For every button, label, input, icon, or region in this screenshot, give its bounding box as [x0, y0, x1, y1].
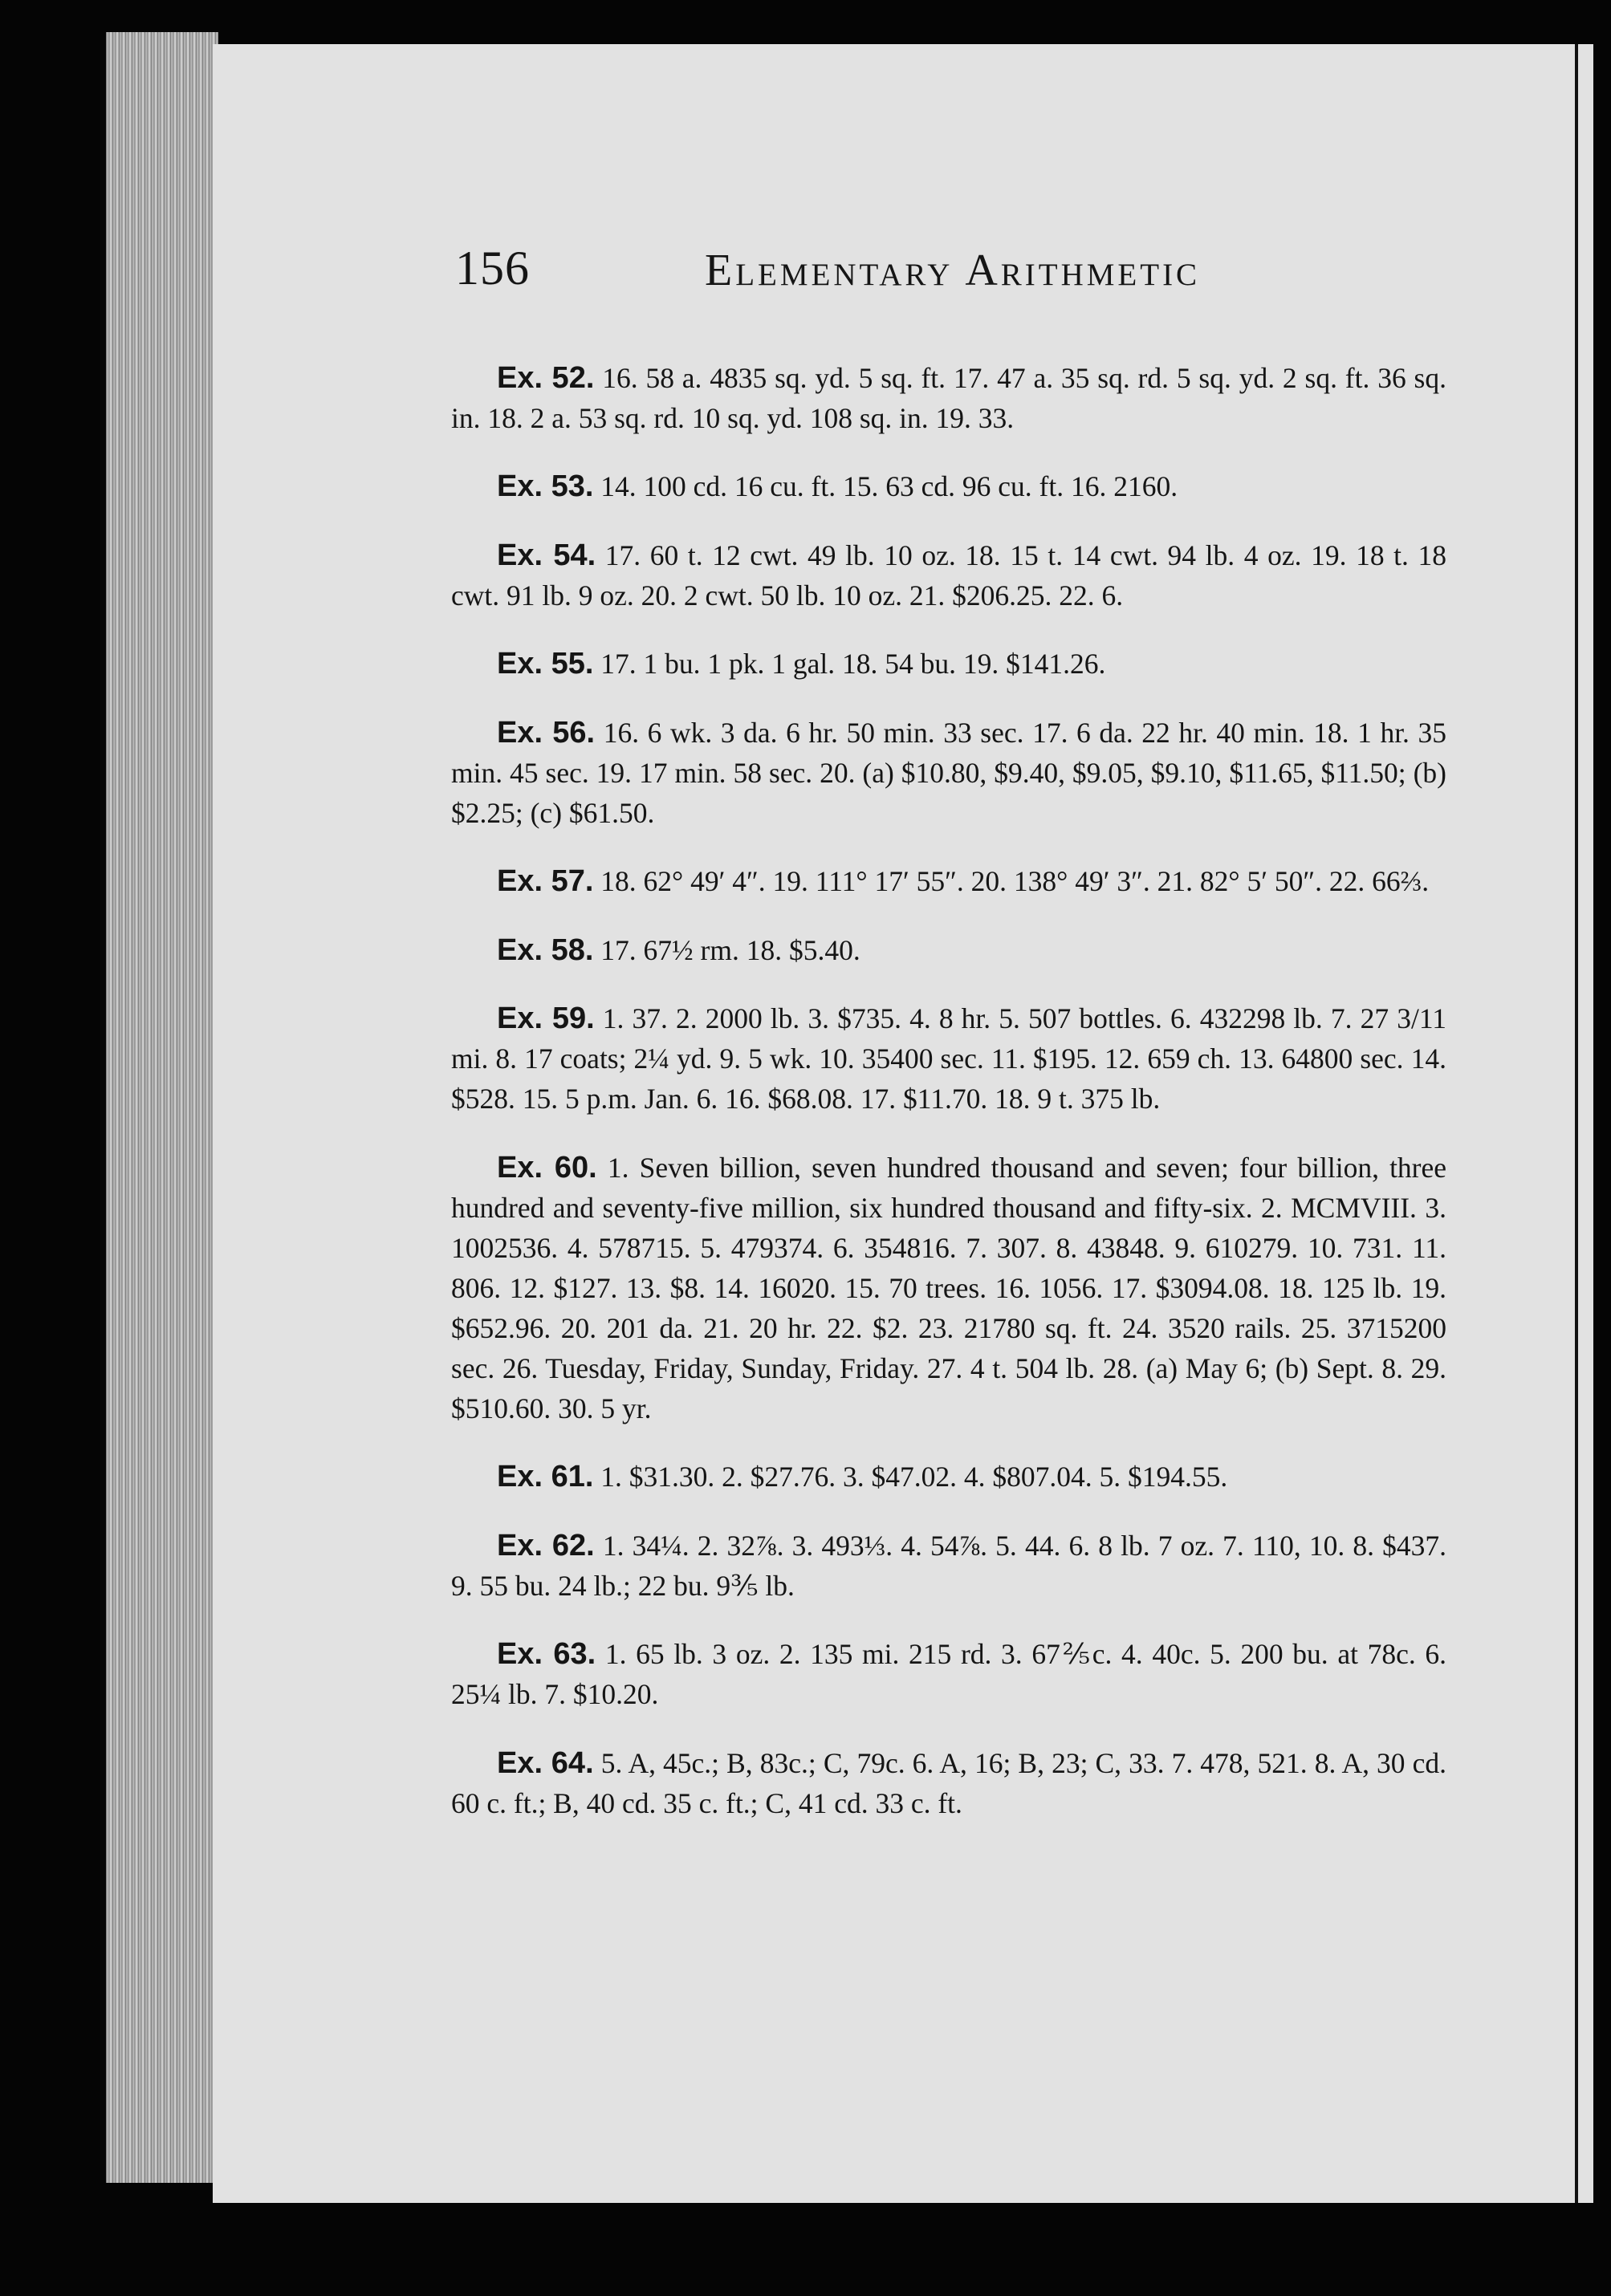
answer-paragraph-ex-53: [451, 466, 1446, 506]
answer-paragraph-ex-55: [451, 644, 1446, 684]
exercise-label: Ex. 56.: [497, 715, 596, 750]
answer-paragraph-ex-63: [451, 1634, 1446, 1714]
answer-paragraph-ex-56: [451, 713, 1446, 833]
page-right-edge: [1575, 44, 1578, 2203]
answer-paragraph-ex-58: [451, 930, 1446, 970]
answer-text: 1. 37. 2. 2000 lb. 3. $735. 4. 8 hr. 5. 507 bottles. 6. 432298 lb. 7. 27 3/11 mi. 8. 17 coats; 2¼ yd. 9. 5 wk. 10. 35400 sec. 11. $195. 12. 659 ch. 13. 64800 sec. 14. $528. 15. 5 p.m. Jan. 6. 16. $68.08. 17. $11.70. 18. 9 t. 375 lb.: [451, 1002, 1447, 1115]
exercise-label: Ex. 52.: [497, 360, 595, 395]
answer-text: 16. 6 wk. 3 da. 6 hr. 50 min. 33 sec. 17. 6 da. 22 hr. 40 min. 18. 1 hr. 35 min. 45 sec. 19. 17 min. 58 sec. 20. (a) $10.80, $9.40, $9.05, $9.10, $11.65, $11.50; (b) $2.25; (c) $61.50.: [451, 716, 1446, 829]
answer-text: 16. 58 a. 4835 sq. yd. 5 sq. ft. 17. 47 a. 35 sq. rd. 5 sq. yd. 2 sq. ft. 36 sq. in. 18. 2 a. 53 sq. rd. 10 sq. yd. 108 sq. in. 19. 33.: [451, 361, 1446, 434]
exercise-label: Ex. 63.: [497, 1637, 596, 1671]
exercise-label: Ex. 64.: [497, 1745, 594, 1780]
answer-paragraph-ex-64: [451, 1743, 1446, 1823]
answer-list: [451, 329, 1446, 1839]
answer-text: 17. 1 bu. 1 pk. 1 gal. 18. 54 bu. 19. $141.26.: [600, 648, 1106, 680]
answer-paragraph-ex-62: [451, 1526, 1446, 1606]
answer-text: 17. 67½ rm. 18. $5.40.: [600, 933, 860, 966]
answer-text: 1. Seven billion, seven hundred thousand and seven; four billion, three hundred and seventy-five million, six hundred thousand and fifty-six. 2. MCMVIII. 3. 1002536. 4. 578715. 5. 479374. 6. 354816. 7. 307. 8. 43848. 9. 610279. 10. 731. 11. 806. 12. $127. 13. $8. 14. 16020. 15. 70 trees. 16. 1056. 17. $3094.08. 18. 125 lb. 19. $652.96. 20. 201 da. 21. 20 hr. 22. $2. 23. 21780 sq. ft. 24. 3520 rails. 25. 3715200 sec. 26. Tuesday, Friday, Sunday, Friday. 27. 4 t. 504 lb. 28. (a) May 6; (b) Sept. 8. 29. $510.60. 30. 5 yr.: [451, 1151, 1447, 1424]
answer-text: 18. 62° 49′ 4″. 19. 111° 17′ 55″. 20. 138° 49′ 3″. 21. 82° 5′ 50″. 22. 66⅔.: [600, 865, 1430, 897]
answer-text: 1. 65 lb. 3 oz. 2. 135 mi. 215 rd. 3. 67⅖c. 4. 40c. 5. 200 bu. at 78c. 6. 25¼ lb. 7. $10.20.: [451, 1638, 1447, 1710]
exercise-label: Ex. 54.: [497, 538, 596, 572]
book-spine-edge: [106, 32, 218, 2183]
answer-text: 17. 60 t. 12 cwt. 49 lb. 10 oz. 18. 15 t. 14 cwt. 94 lb. 4 oz. 19. 18 t. 18 cwt. 91 lb. 9 oz. 20. 2 cwt. 50 lb. 10 oz. 21. $206.25. 22. 6.: [451, 538, 1447, 612]
answer-paragraph-ex-57: [451, 861, 1446, 901]
exercise-label: Ex. 57.: [497, 864, 594, 898]
answer-text: 1. $31.30. 2. $27.76. 3. $47.02. 4. $807.04. 5. $194.55.: [600, 1461, 1228, 1493]
answer-paragraph-ex-59: [451, 998, 1446, 1119]
exercise-label: Ex. 62.: [497, 1528, 595, 1562]
answer-text: 1. 34¼. 2. 32⅞. 3. 493⅓. 4. 54⅞. 5. 44. 6. 8 lb. 7 oz. 7. 110, 10. 8. $437. 9. 55 bu. 24 lb.; 22 bu. 9⅗ lb.: [451, 1529, 1446, 1602]
answer-text: 14. 100 cd. 16 cu. ft. 15. 63 cd. 96 cu. ft. 16. 2160.: [600, 470, 1178, 502]
answer-paragraph-ex-52: [451, 358, 1446, 438]
answer-paragraph-ex-61: [451, 1457, 1446, 1497]
answer-text: 5. A, 45c.; B, 83c.; C, 79c. 6. A, 16; B, 23; C, 33. 7. 478, 521. 8. A, 30 cd. 60 c. ft.; B, 40 cd. 35 c. ft.; C, 41 cd. 33 c. ft.: [451, 1746, 1446, 1819]
page-number: 156: [455, 242, 530, 295]
exercise-label: Ex. 61.: [497, 1460, 594, 1493]
answer-paragraph-ex-54: [451, 535, 1446, 616]
exercise-label: Ex. 53.: [497, 469, 594, 503]
running-head: Elementary Arithmetic: [705, 246, 1201, 295]
exercise-label: Ex. 55.: [497, 647, 594, 681]
exercise-label: Ex. 58.: [497, 933, 594, 967]
answer-paragraph-ex-60: [451, 1148, 1446, 1428]
exercise-label: Ex. 59.: [497, 1002, 595, 1035]
exercise-label: Ex. 60.: [497, 1150, 597, 1185]
